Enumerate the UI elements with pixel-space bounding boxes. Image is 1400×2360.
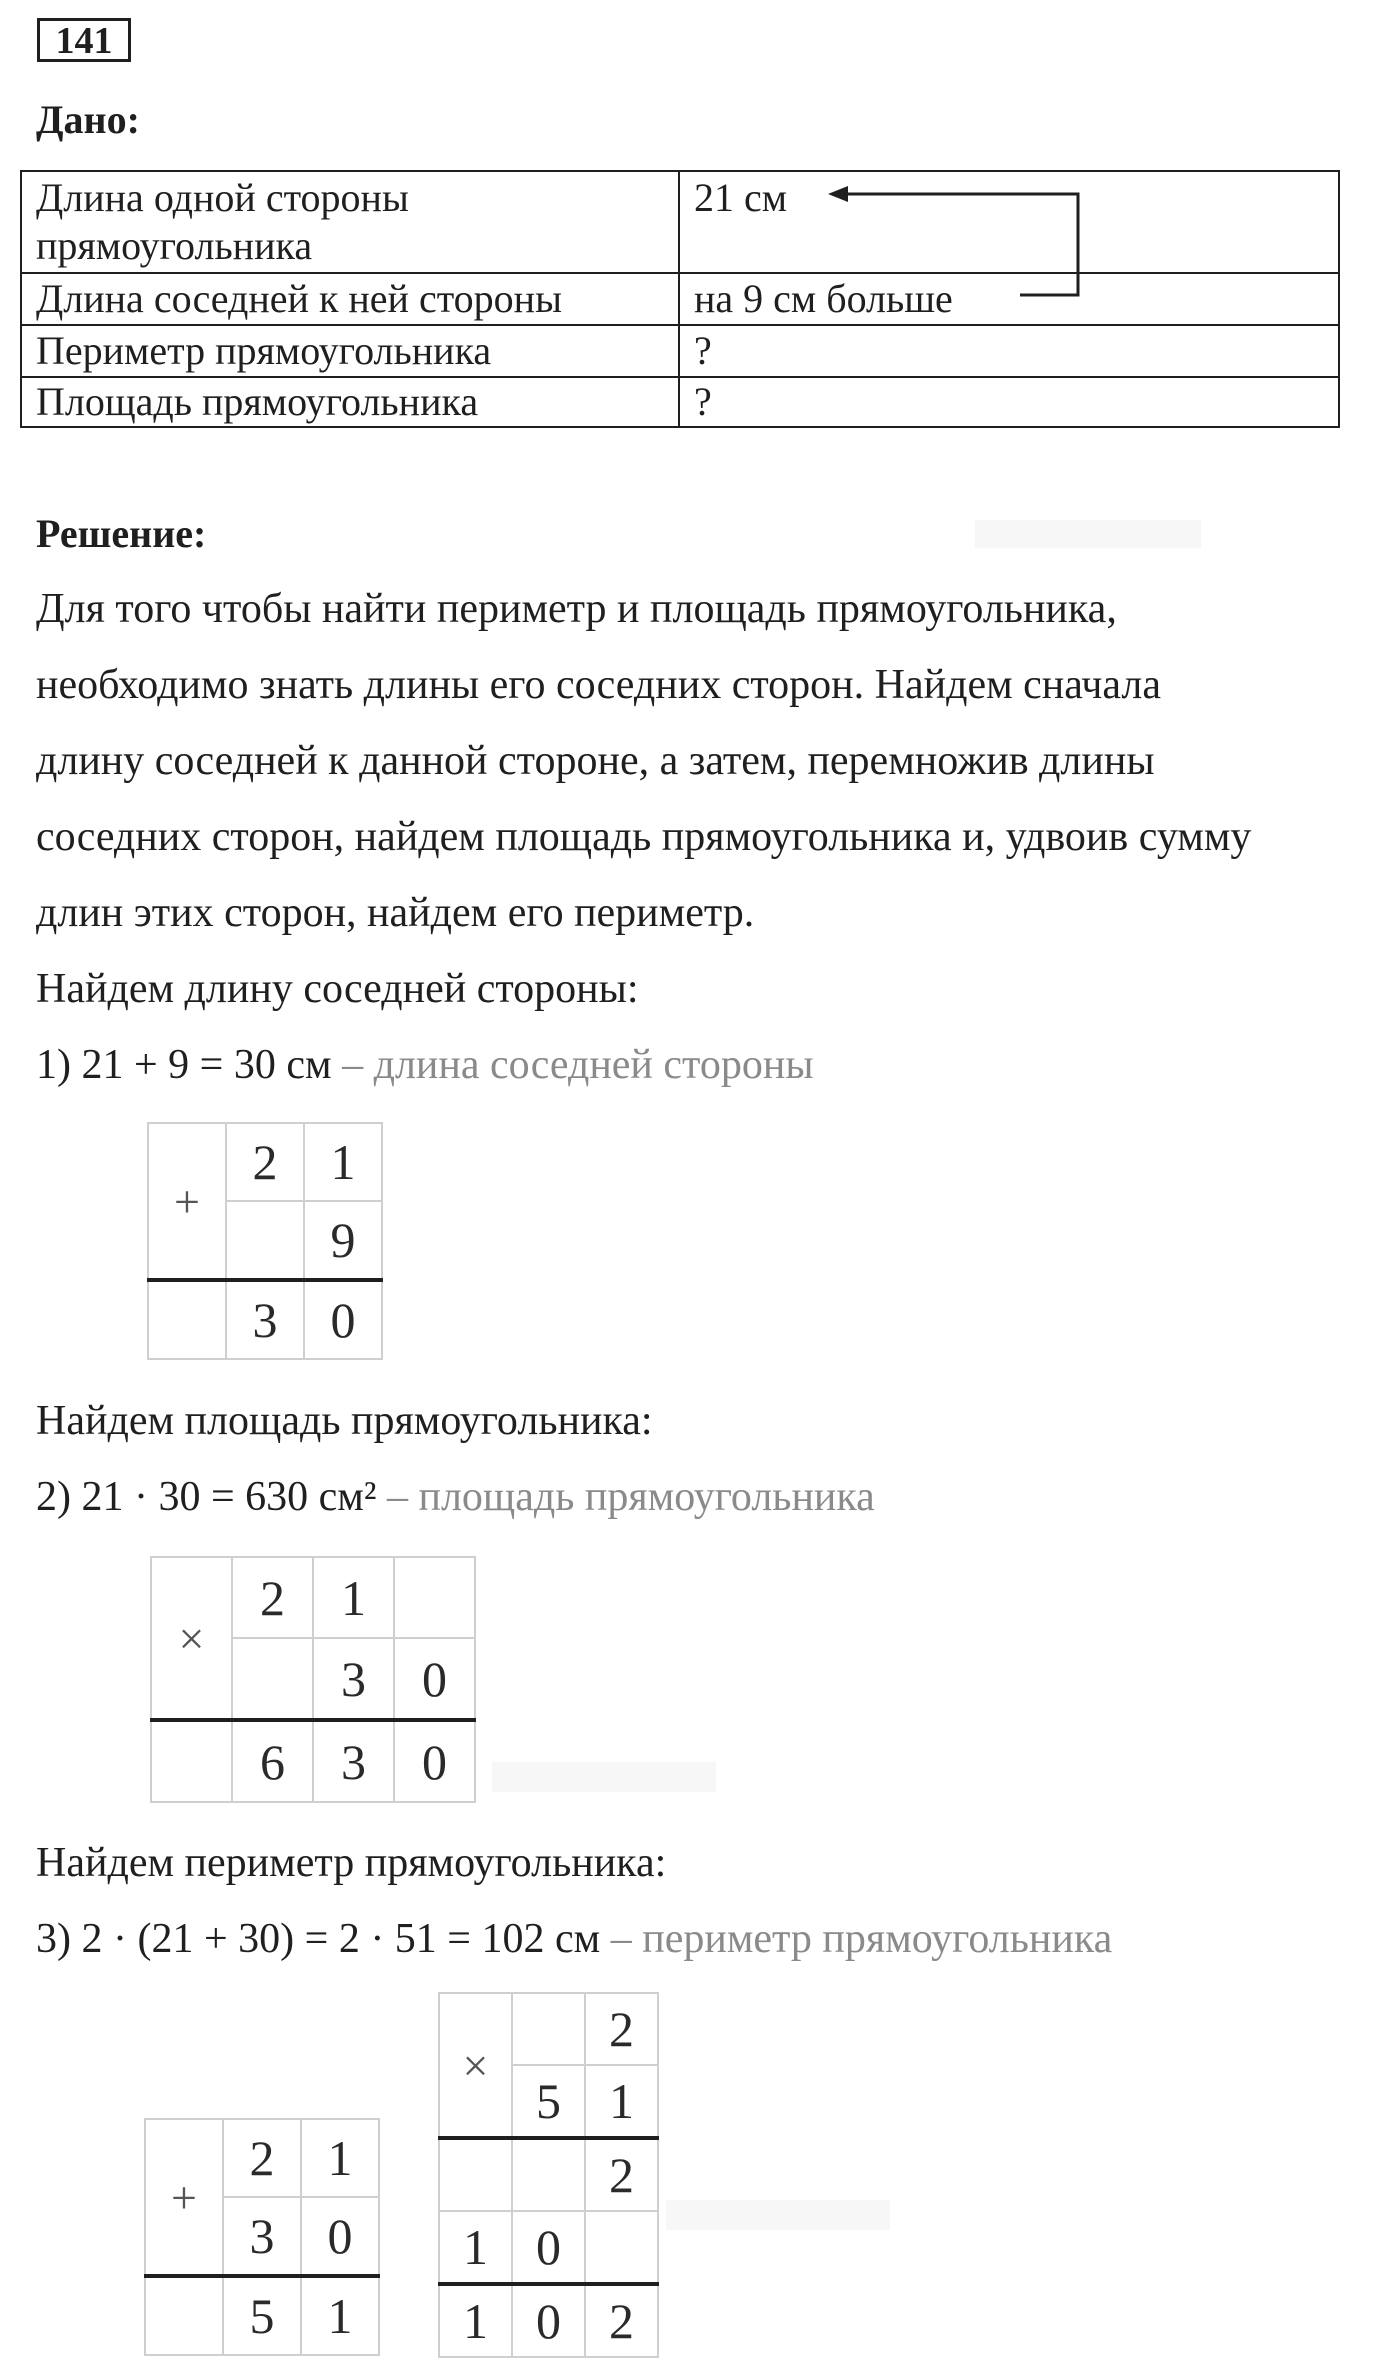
grid-digit: 2 [585,2284,658,2357]
step-expression-math: 2) 21 · 30 = 630 см² [36,1474,377,1520]
grid-digit: 9 [304,1201,382,1280]
grid-digit: 1 [585,2065,658,2138]
grid-digit: 2 [223,2119,301,2197]
grid-digit [226,1201,304,1280]
paragraph-line: Для того чтобы найти периметр и площадь прямоугольника, [36,586,1117,632]
grid-digit: 1 [439,2284,512,2357]
table-row-value: на 9 см больше [694,276,953,321]
faint-smudge [975,520,1201,548]
table-row-label: Площадь прямоугольника [36,379,479,424]
table-row-label: Длина соседней к ней стороны [36,276,562,321]
grid-digit: 1 [304,1123,382,1201]
times-sign: × [151,1557,232,1720]
paragraph-line: длину соседней к данной стороне, а затем, перемножив длины [36,738,1155,784]
table-row-divider [22,324,1338,326]
grid-digit: 2 [226,1123,304,1201]
step-expression [36,1476,875,1518]
table-row-label: Периметр прямоугольника [36,328,492,373]
grid-digit [585,2211,658,2284]
table-row-label: прямоугольника [36,223,313,268]
table-row-label: Длина одной стороны [36,175,409,220]
paragraph-line: соседних сторон, найдем площадь прямоугольника и, удвоив сумму [36,814,1252,860]
table-column-divider [678,172,680,426]
grid-empty [439,2138,512,2211]
grid-digit: 1 [301,2119,379,2197]
step-intro: Найдем длину соседней стороны: [36,966,639,1012]
plus-sign: + [145,2119,223,2276]
table-row-value: ? [694,328,712,373]
grid-digit: 5 [512,2065,585,2138]
grid-digit: 2 [232,1557,313,1638]
addition-grid [144,2118,380,2356]
step-intro: Найдем площадь прямоугольника: [36,1398,653,1444]
solution-heading: Решение: [36,511,207,556]
grid-digit: 0 [301,2197,379,2276]
addition-grid [147,1122,383,1360]
grid-digit: 3 [313,1638,394,1720]
step-expression-note: – длина соседней стороны [331,1042,814,1088]
multiplication-grid [150,1556,476,1803]
grid-empty [148,1280,226,1359]
step-expression-note: – площадь прямоугольника [376,1474,875,1520]
times-sign: × [439,1993,512,2138]
grid-digit: 5 [223,2276,301,2355]
grid-digit: 2 [585,1993,658,2065]
grid-digit: 0 [512,2211,585,2284]
faint-smudge [492,1762,716,1792]
grid-digit: 3 [226,1280,304,1359]
grid-digit: 0 [512,2284,585,2357]
paragraph-line: длин этих сторон, найдем его периметр. [36,890,755,936]
step-expression [36,1044,814,1086]
grid-digit [394,1557,475,1638]
plus-sign: + [148,1123,226,1280]
grid-digit: 0 [394,1720,475,1802]
step-expression [36,1918,1112,1960]
grid-digit: 0 [394,1638,475,1720]
grid-digit [512,2138,585,2211]
given-table [20,170,1340,428]
grid-digit: 1 [439,2211,512,2284]
faint-smudge [666,2200,890,2230]
paragraph-line: необходимо знать длины его соседних сторон. Найдем сначала [36,662,1161,708]
step-expression-math: 1) 21 + 9 = 30 см [36,1042,332,1088]
step-intro: Найдем периметр прямоугольника: [36,1840,667,1886]
grid-digit: 1 [313,1557,394,1638]
step-expression-math: 3) 2 · (21 + 30) = 2 · 51 = 102 см [36,1916,601,1962]
grid-digit: 1 [301,2276,379,2355]
grid-digit: 3 [223,2197,301,2276]
grid-digit [232,1638,313,1720]
step-expression-note: – периметр прямоугольника [600,1916,1113,1962]
grid-digit: 6 [232,1720,313,1802]
grid-empty [145,2276,223,2355]
table-row-divider [22,272,1338,274]
grid-digit: 0 [304,1280,382,1359]
table-row-value: ? [694,379,712,424]
relation-arrow-icon [820,180,1090,310]
grid-digit: 3 [313,1720,394,1802]
grid-digit [512,1993,585,2065]
problem-number: 141 [37,18,131,62]
given-heading: Дано: [36,97,140,142]
table-row-value: 21 см [694,175,788,220]
grid-digit: 2 [585,2138,658,2211]
grid-empty [151,1720,232,1802]
multiplication-grid [438,1992,659,2358]
